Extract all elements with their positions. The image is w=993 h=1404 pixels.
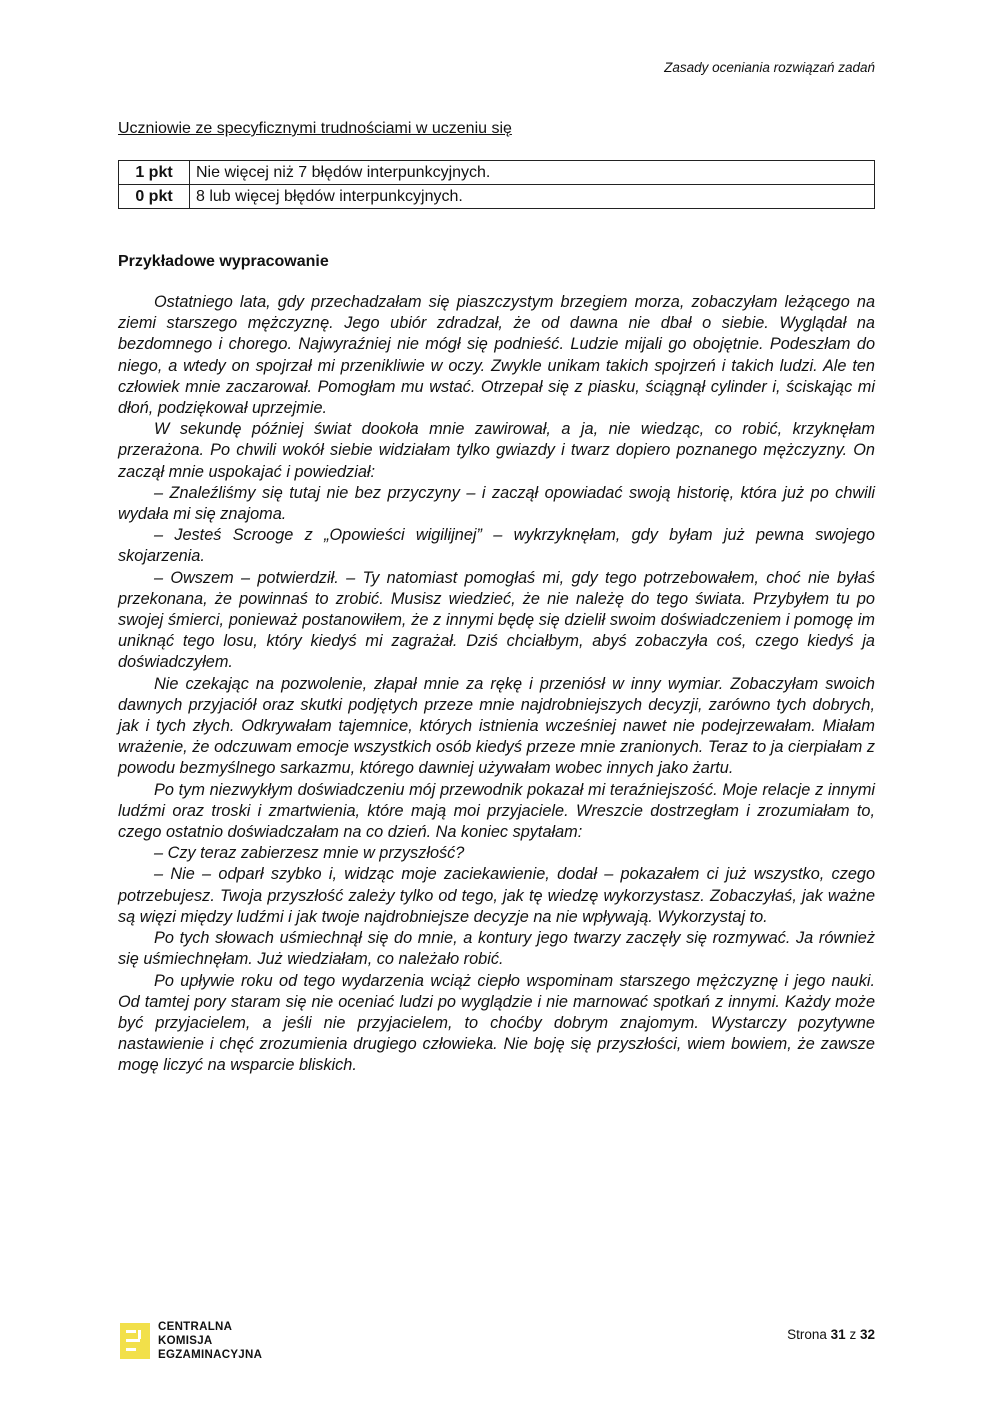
essay-paragraph: Po upływie roku od tego wydarzenia wciąż ciepło wspominam starszego mężczyznę i jego nauki. Od tamtej pory staram się nie oceniać ludzi po wyglądzie i nie marnować spotkań z innymi. Każdy może być przyjacielem, a jeśli nie przyjacielem, to choćby dobrym znajomym. Wystarczy pozytywne nastawienie i chęć zrozumienia drugiego człowieka. Nie boję się przyszłości, wiem bowiem, że zawsze mogę liczyć na wsparcie bliskich. <box>118 971 875 1075</box>
scoring-table <box>118 160 875 209</box>
page-separator: z <box>849 1327 857 1342</box>
essay-paragraph: W sekundę później świat dookoła mnie zawirował, a ja, nie wiedząc, co robić, krzyknęłam przerażona. Po chwili wokół siebie widziałam tylko gwiazdy i twarz dopiero poznanego mężczyzny. On zaczął mnie uspokajać i powiedział: <box>118 420 875 481</box>
section-title: Uczniowie ze specyficznymi trudnościami w uczeniu się <box>118 120 512 137</box>
logo-line: KOMISJA <box>158 1335 213 1347</box>
table-row <box>119 185 875 209</box>
description-cell: 8 lub więcej błędów interpunkcyjnych. <box>190 185 875 209</box>
points-cell: 1 pkt <box>119 161 190 185</box>
essay-paragraph: Po tym niezwykłym doświadczeniu mój przewodnik pokazał mi teraźniejszość. Moje relacje z innymi ludźmi oraz troski i zmartwienia, które mają moi przyjaciele. Wreszcie dostrzegłam i zrozumiałam to, czego ostatnio doświadczałam na co dzień. Na koniec spytałam: <box>118 780 875 842</box>
essay-body <box>118 292 875 1077</box>
essay-paragraph: – Nie – odparł szybko i, widząc moje zaciekawienie, dodał – pokazałem ci już wszystko, czego potrzebujesz. Twoja przyszłość zależy tylko od tego, jak tę wiedzę wykorzystasz. Zobaczyłaś, jak ważne są więzi między ludźmi i jak twoje najdrobniejsze decyzje na nie wpływają. Wykorzystaj to. <box>118 865 875 926</box>
points-cell: 0 pkt <box>119 185 190 209</box>
running-header: Zasady oceniania rozwiązań zadań <box>664 60 875 75</box>
essay-paragraph: Ostatniego lata, gdy przechadzałam się piaszczystym brzegiem morza, zobaczyłam leżącego na ziemi starszego mężczyznę. Jego ubiór zdradzał, że od dawna nie dbał o siebie. Wyglądał na bezdomnego i chorego. Najwyraźniej nie mógł się podnieść. Ludzie mijali go obojętnie. Podeszłam do niego, a wtedy on spojrzał mi przenikliwie w oczy. Zwykle unikam takich spojrzeń i takich ludzi. Ale ten człowiek mnie zaczarował. Pomogłam mu wstać. Otrzepał się z piasku, ściągnął cylinder i, ściskając mi dłoń, podziękował uprzejmie. <box>118 293 875 418</box>
essay-paragraph: Nie czekając na pozwolenie, złapał mnie za rękę i przeniósł w inny wymiar. Zobaczyłam swoich dawnych przyjaciół oraz skutki podjętych przeze mnie najdrobniejszych decyzji, zarówno tych dobrych, jak i tych złych. Odkrywałam tajemnice, których istnienia wcześniej nawet nie podejrzewałam. Miałam wrażenie, że odczuwam emocje wszystkich osób kiedyś przeze mnie zranionych. Teraz to ja cierpiałam z powodu bezmyślnego sarkazmu, którego dawniej używałam wobec innych jako żartu. <box>118 674 875 778</box>
page-total: 32 <box>859 1327 875 1342</box>
table-row <box>119 161 875 185</box>
page-prefix: Strona <box>787 1327 827 1342</box>
cke-logo-icon <box>118 1321 154 1361</box>
logo-line: EGZAMINACYJNA <box>158 1349 263 1361</box>
essay-paragraph: – Owszem – potwierdził. – Ty natomiast pomogłaś mi, gdy tego potrzebowałem, choć nie byłaś przekonana, że powinnaś to zrobić. Musisz wiedzieć, że nie należę do tego świata. Przybyłem tu po swojej śmierci, ponieważ postanowiłem, że z innymi będę się dzielił swoim doświadczeniem i pomogę im uniknąć tego losu, który kiedyś mi zagrażał. Dziś chciałbym, abyś zobaczyła coś, czego kiedyś ja doświadczyłem. <box>118 568 875 672</box>
page-current: 31 <box>830 1327 846 1342</box>
logo-line: CENTRALNA <box>158 1321 233 1333</box>
essay-paragraph: Po tych słowach uśmiechnął się do mnie, a kontury jego twarzy zaczęły się rozmywać. Ja również się uśmiechnęłam. Już wiedziałam, co należało robić. <box>118 929 875 969</box>
description-cell: Nie więcej niż 7 błędów interpunkcyjnych. <box>190 161 875 185</box>
essay-paragraph: – Znaleźliśmy się tutaj nie bez przyczyny – i zaczął opowiadać swoją historię, która już po chwili wydała mi się znajoma. <box>118 483 875 524</box>
page-number <box>787 1327 875 1342</box>
essay-heading: Przykładowe wypracowanie <box>118 253 329 270</box>
essay-paragraph: – Czy teraz zabierzesz mnie w przyszłość? <box>154 844 465 863</box>
essay-paragraph: – Jesteś Scrooge z „Opowieści wigilijnej” – wykrzyknęłam, gdy byłam już pewna swojego skojarzenia. <box>118 526 875 566</box>
cke-logo <box>118 1320 262 1362</box>
